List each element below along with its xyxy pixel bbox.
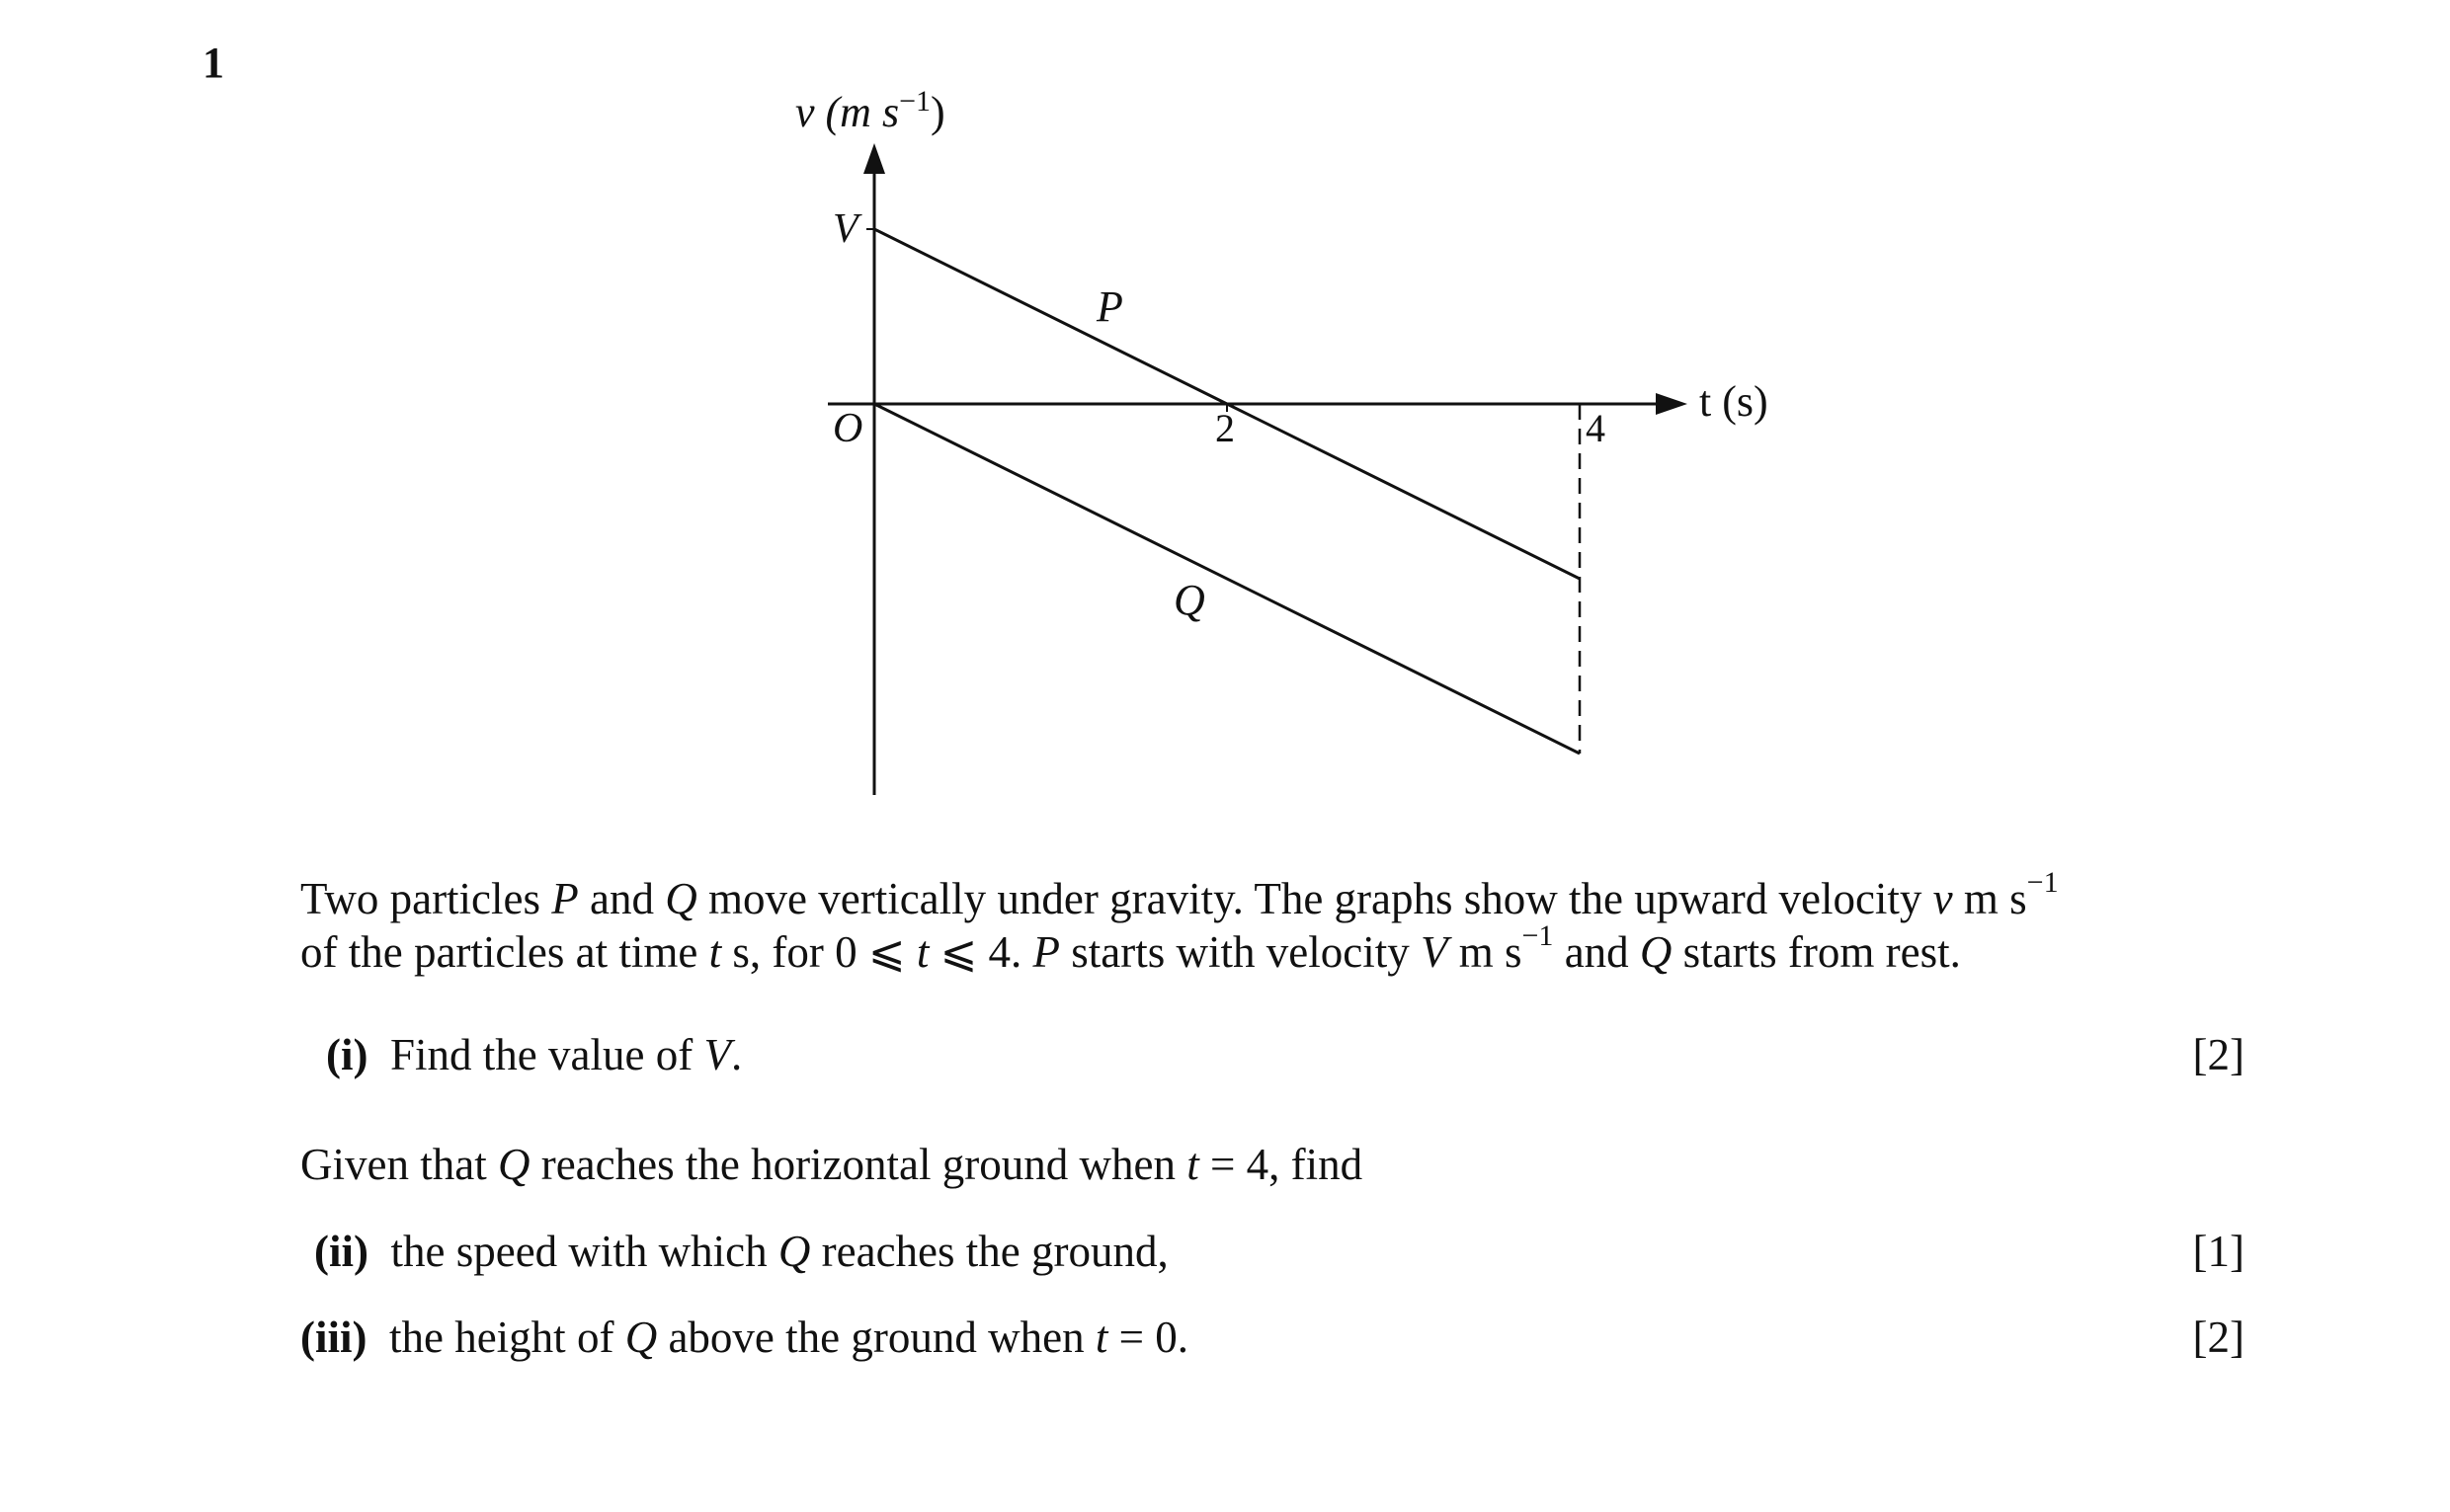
tick-label-2: 2 — [1215, 406, 1235, 450]
part-i-label: (i) — [326, 1030, 368, 1079]
question-number: 1 — [203, 39, 224, 87]
part-iii: (iii) the height of Q above the ground when t = 0. — [300, 1313, 1188, 1362]
part-ii-label: (ii) — [314, 1227, 368, 1276]
x-axis-arrowhead — [1656, 393, 1687, 415]
line-q — [874, 404, 1580, 754]
part-ii: (ii) the speed with which Q reaches the ground, — [314, 1227, 1169, 1276]
part-ii-marks: [1] — [2192, 1227, 2245, 1276]
intro-line-2: of the particles at time t s, for 0 ⩽ t ⩽ 4. P starts with velocity V m $s^{-1}$ and Q starts from rest. — [300, 919, 1961, 977]
part-iii-label: (iii) — [300, 1313, 368, 1362]
given-statement: Given that Q reaches the horizontal ground when t = 4, find — [300, 1140, 1363, 1189]
part-i: (i) Find the value of V. — [326, 1030, 743, 1079]
y-axis-label-close: ) — [931, 88, 945, 136]
part-iii-marks: [2] — [2192, 1313, 2245, 1362]
v-intercept-label: V — [833, 206, 858, 252]
intro-line-1: Two particles P and Q move vertically under gravity. The graphs show the upward velocity v m $s^{-1}$ — [300, 866, 2059, 923]
tick-label-4: 4 — [1586, 406, 1605, 450]
y-axis-label-sup: −1 — [899, 85, 932, 118]
y-axis-arrowhead — [863, 143, 885, 174]
x-axis-label: t (s) — [1699, 377, 1768, 426]
origin-label: O — [833, 406, 863, 451]
part-i-marks: [2] — [2192, 1030, 2245, 1079]
line-p-label: P — [1097, 282, 1123, 331]
intro-paragraph — [300, 866, 2059, 979]
plot-lines — [866, 229, 1580, 754]
line-q-label: Q — [1174, 576, 1205, 624]
y-axis-label: v (m $s^{-1}$) — [795, 85, 945, 136]
